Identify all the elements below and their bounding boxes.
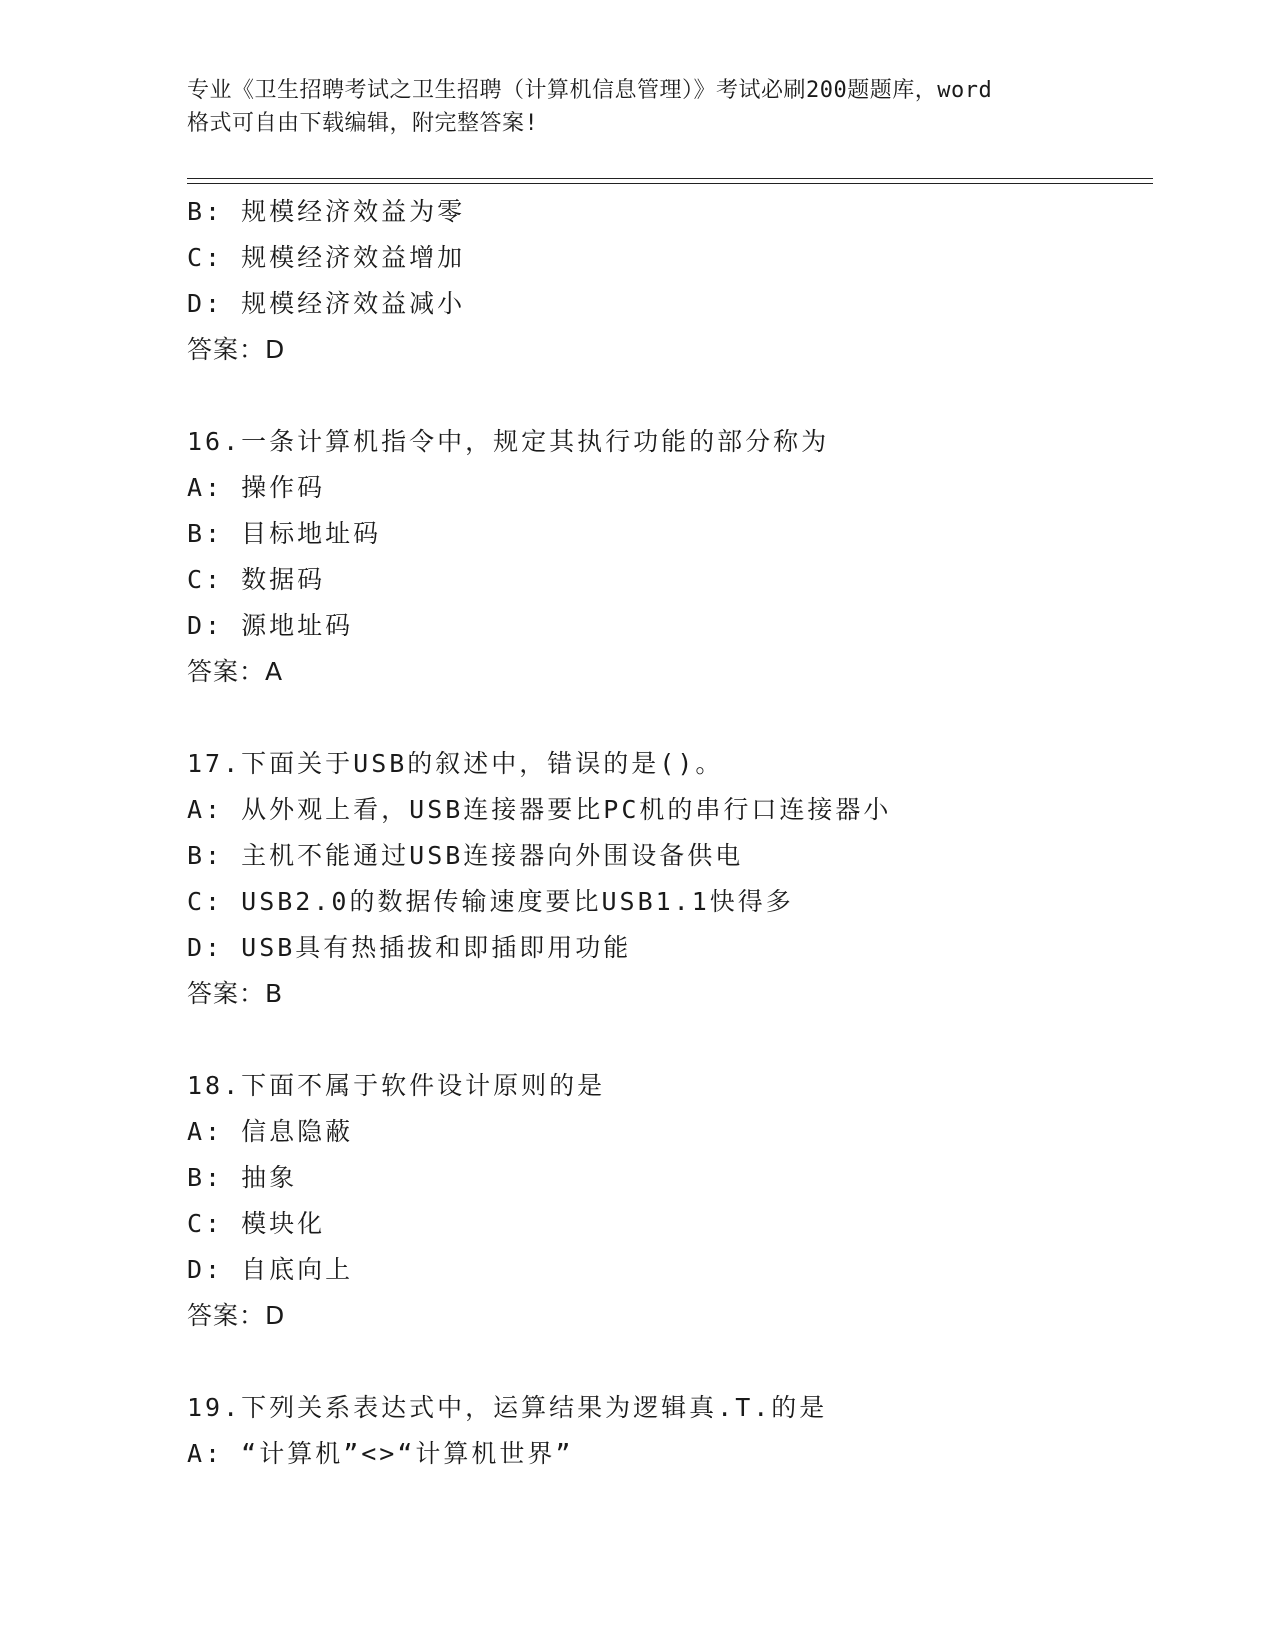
question-16-block: [187, 419, 1147, 695]
answer-line: 答案：B: [187, 979, 284, 1008]
answer-line: 答案：D: [187, 335, 286, 364]
question-text: 19.下列关系表达式中，运算结果为逻辑真.T.的是: [187, 1393, 828, 1422]
option-b: B: 规模经济效益为零: [187, 197, 466, 226]
spacer: [187, 695, 1147, 741]
spacer: [187, 1017, 1147, 1063]
option-c: C: 数据码: [187, 565, 326, 594]
question-15-block: [187, 189, 1147, 373]
header-divider-top: [187, 178, 1153, 179]
option-c: C: 模块化: [187, 1209, 326, 1238]
question-list: [187, 189, 1147, 1477]
question-17-block: [187, 741, 1147, 1017]
option-c: C: 规模经济效益增加: [187, 243, 466, 272]
question-text: 16.一条计算机指令中，规定其执行功能的部分称为: [187, 427, 830, 456]
option-a: A: “计算机”<>“计算机世界”: [187, 1439, 574, 1468]
option-b: B: 抽象: [187, 1163, 298, 1192]
answer-line: 答案：D: [187, 1301, 286, 1330]
option-d: D: 源地址码: [187, 611, 354, 640]
option-a: A: 操作码: [187, 473, 326, 502]
option-a: A: 从外观上看，USB连接器要比PC机的串行口连接器小: [187, 795, 892, 824]
answer-line: 答案：A: [187, 657, 284, 686]
option-c: C: USB2.0的数据传输速度要比USB1.1快得多: [187, 887, 794, 916]
spacer: [187, 373, 1147, 419]
option-d: D: USB具有热插拔和即插即用功能: [187, 933, 632, 962]
option-a: A: 信息隐蔽: [187, 1117, 354, 1146]
header-title-line-1: 专业《卫生招聘考试之卫生招聘（计算机信息管理）》考试必刷200题题库，word: [187, 78, 993, 103]
header-divider-bottom: [187, 183, 1153, 184]
question-text: 17.下面关于USB的叙述中，错误的是()。: [187, 749, 724, 778]
question-text: 18.下面不属于软件设计原则的是: [187, 1071, 606, 1100]
option-b: B: 主机不能通过USB连接器向外围设备供电: [187, 841, 744, 870]
spacer: [187, 1339, 1147, 1385]
question-19-block: [187, 1385, 1147, 1477]
question-18-block: [187, 1063, 1147, 1339]
document-header: [187, 74, 1087, 140]
option-b: B: 目标地址码: [187, 519, 382, 548]
option-d: D: 规模经济效益减小: [187, 289, 466, 318]
header-title-line-2: 格式可自由下载编辑，附完整答案!: [187, 111, 539, 136]
option-d: D: 自底向上: [187, 1255, 354, 1284]
